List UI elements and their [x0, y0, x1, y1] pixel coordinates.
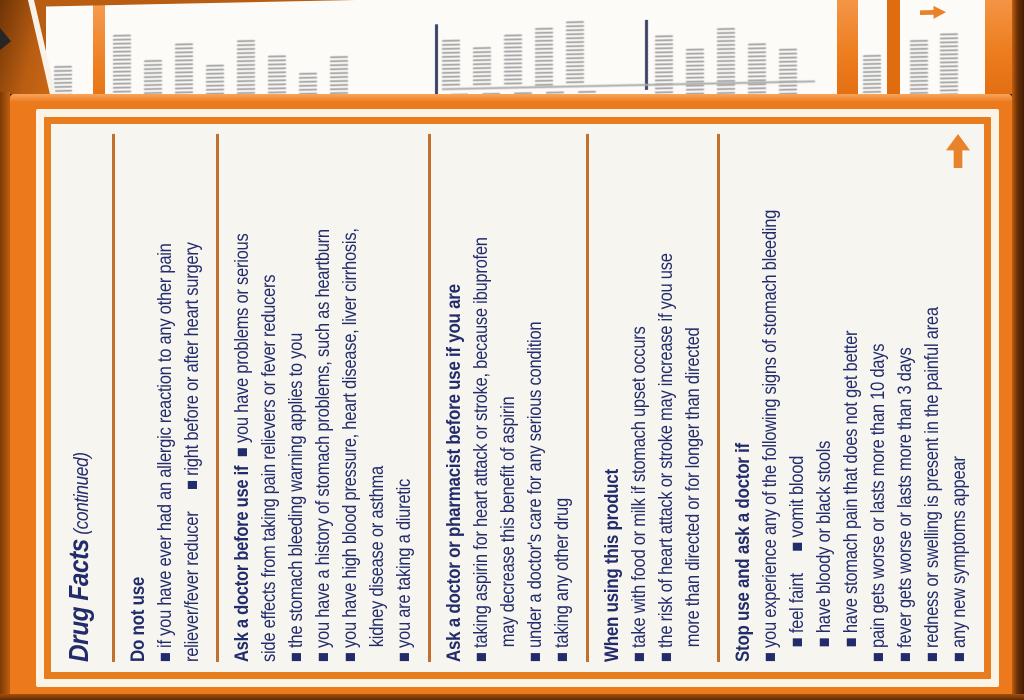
label-text-line: ■ feel faint ■ vomit blood — [787, 455, 808, 648]
section-divider-rule — [717, 134, 720, 662]
blurred-text-column — [748, 43, 766, 94]
blurred-text-column — [504, 35, 522, 87]
box-top-panel — [0, 0, 1024, 94]
label-text-line: may decrease this benefit of aspirin — [498, 396, 519, 648]
panel-orange-frame — [10, 94, 1012, 700]
box-top-panel-surface — [0, 0, 1024, 94]
blurred-text-column — [910, 40, 928, 94]
top-panel-intro-section — [46, 6, 93, 94]
blurred-text-column — [237, 40, 255, 94]
top-panel-divider-band — [887, 0, 900, 94]
blurred-text-column — [268, 55, 286, 94]
label-text-line: ■ you experience any of the following signs of stomach bleeding — [760, 209, 781, 662]
label-text-line: ■ under a doctor's care for any serious condition — [525, 321, 546, 662]
section-heading: Stop use and ask a doctor if — [732, 443, 754, 662]
label-text-line: ■ you have a history of stomach problems, such as heartburn — [313, 229, 334, 662]
blurred-text-column — [299, 73, 317, 94]
label-text-line: ■ the risk of heart attack or stroke may increase if you use — [656, 253, 677, 662]
label-text-line: ■ pain gets worse or lasts more than 10 days — [868, 343, 889, 662]
label-text-line: ■ redness or swelling is present in the painful area — [922, 307, 943, 662]
blurred-text-column — [940, 33, 958, 94]
top-panel-continued-arrow-icon — [920, 6, 946, 20]
table-divider-line — [435, 24, 438, 94]
box-bottom-edge — [0, 694, 1024, 700]
blurred-text-column — [330, 56, 348, 94]
label-text-line: side effects from taking pain relievers or fever reducers — [259, 274, 280, 662]
box-top-right-edge — [985, 0, 1012, 94]
drug-facts-title: Drug Facts (continued) — [63, 452, 94, 662]
label-text-line: ■ have stomach pain that does not get better — [841, 330, 862, 648]
panel-orange-keyline — [44, 117, 991, 679]
top-panel-main-section — [105, 0, 837, 94]
label-text-line: ■ taking any other drug — [552, 498, 573, 662]
blurred-text-column — [535, 28, 553, 86]
blurred-text-column — [686, 49, 704, 94]
section-heading: Ask a doctor or pharmacist before use if you are — [443, 284, 465, 662]
blurred-text-column — [113, 35, 131, 94]
label-text-line: ■ taking aspirin for heart attack or stroke, because ibuprofen — [471, 237, 492, 662]
top-panel-divider-band — [837, 0, 858, 94]
label-text-line: ■ have bloody or black stools — [814, 440, 835, 648]
label-text-line: reliever/fever reducer ■ right before or after heart surgery — [182, 242, 203, 662]
label-text-line: ■ you are taking a diuretic — [394, 478, 415, 662]
label-text-line: ■ the stomach bleeding warning applies to you — [286, 332, 307, 662]
section-divider-rule — [112, 134, 115, 662]
blurred-text-column — [473, 47, 491, 87]
box-right-edge — [1012, 0, 1024, 700]
table-divider-line — [645, 20, 648, 90]
section-divider-rule — [428, 134, 431, 662]
label-text-line: ■ any new symptoms appear — [949, 456, 970, 662]
top-panel-divider-band — [93, 5, 105, 94]
label-text-line: ■ take with food or milk if stomach upset occurs — [629, 326, 650, 662]
section-divider-rule — [216, 134, 219, 662]
section-heading: Do not use — [127, 576, 149, 662]
drug-facts-rotated-text — [51, 124, 984, 672]
blurred-text-column — [206, 65, 224, 94]
label-text-line: ■ fever gets worse or lasts more than 3 days — [895, 347, 916, 662]
top-panel-side-section — [858, 0, 887, 94]
top-panel-end-section — [900, 0, 985, 94]
fold-highlight — [10, 94, 1012, 102]
blurred-text-column — [566, 21, 584, 85]
panel-cream-pinstripe — [36, 109, 999, 687]
label-text-line: Ask a doctor before use if ■ you have problems or serious — [232, 233, 253, 662]
blurred-text-column — [863, 55, 881, 94]
label-text-line: ■ if you have ever had an allergic reaction to any other pain — [155, 243, 176, 662]
section-divider-rule — [586, 134, 589, 662]
blurred-text-column — [54, 66, 72, 94]
blurred-text-column — [442, 40, 460, 88]
blurred-text-column — [144, 60, 162, 94]
drug-facts-panel — [51, 124, 984, 672]
blurred-text-column — [779, 49, 797, 94]
label-text-line: more than directed or for longer than directed — [683, 327, 704, 648]
drug-facts-lines — [59, 134, 973, 662]
box-left-edge-lower — [0, 92, 10, 700]
label-text-line: ■ you have high blood pressure, heart disease, liver cirrhosis, — [340, 228, 361, 662]
blurred-text-column — [175, 43, 193, 94]
section-heading: When using this product — [601, 469, 623, 662]
label-text-line: kidney disease or asthma — [367, 466, 388, 648]
